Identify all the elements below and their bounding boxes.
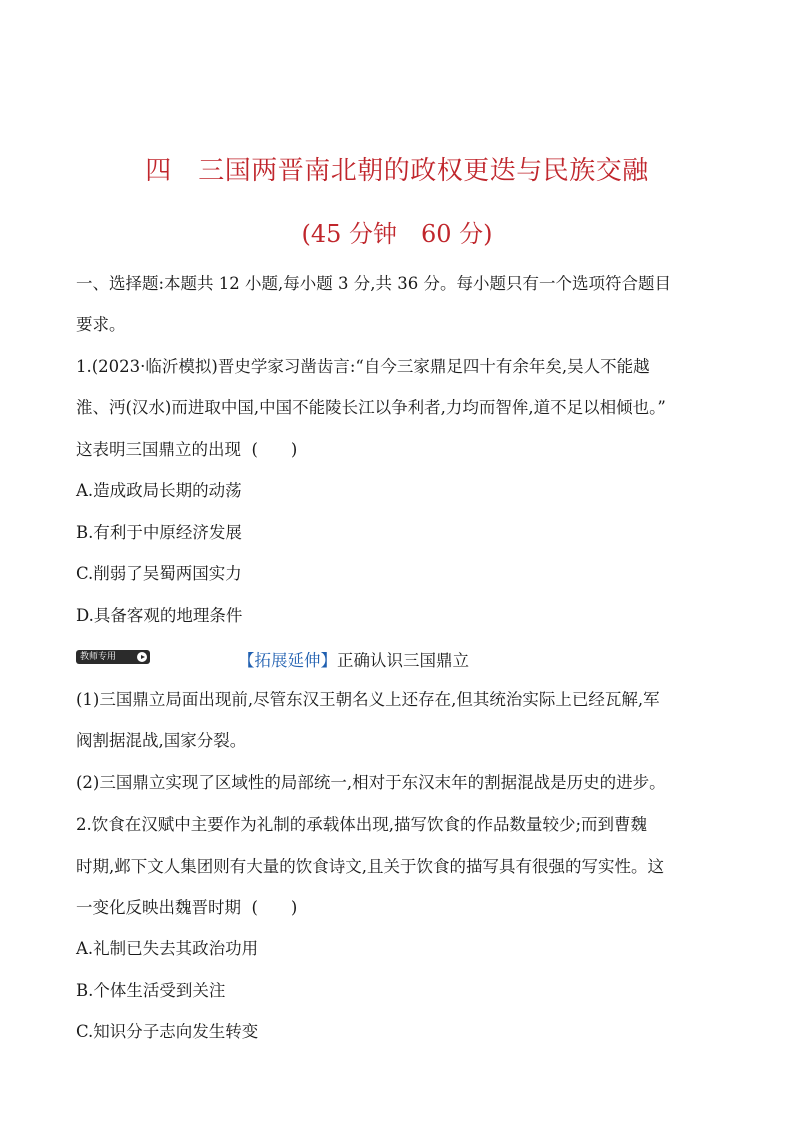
play-icon: [137, 652, 147, 662]
question-2-option-c: C.知识分子志向发生转变: [76, 1022, 259, 1041]
page-subtitle: (45 分钟 60 分): [301, 220, 493, 248]
section-instruction-line-1: 一、选择题:本题共 12 小题,每小题 3 分,共 36 分。每小题只有一个选项符合题目: [76, 274, 672, 293]
extension-point-2: (2)三国鼎立实现了区域性的局部统一,相对于东汉末年的割据混战是历史的进步。: [76, 773, 666, 792]
question-1-option-d: D.具备客观的地理条件: [76, 606, 243, 625]
extension-heading: [238, 647, 469, 671]
question-1-option-c: C.削弱了吴蜀两国实力: [76, 564, 242, 583]
teacher-only-label: 教师专用: [80, 652, 117, 662]
teacher-only-badge: [76, 650, 150, 664]
question-2-option-b: B.个体生活受到关注: [76, 981, 226, 1000]
question-1-stem-line-1: 1.(2023·临沂模拟)晋史学家习凿齿言:“自今三家鼎足四十有余年矣,吴人不能越: [76, 357, 650, 376]
extension-heading-text: 正确认识三国鼎立: [337, 651, 469, 670]
question-2-option-a: A.礼制已失去其政治功用: [76, 939, 259, 958]
extension-point-1-line-2: 阀割据混战,国家分裂。: [76, 731, 247, 750]
extension-point-1-line-1: (1)三国鼎立局面出现前,尽管东汉王朝名义上还存在,但其统治实际上已经瓦解,军: [76, 690, 660, 709]
page-title: 四 三国两晋南北朝的政权更迭与民族交融: [145, 156, 649, 186]
question-2-stem-line-1: 2.饮食在汉赋中主要作为礼制的承载体出现,描写饮食的作品数量较少;而到曹魏: [76, 815, 648, 834]
question-2-stem-line-3: 一变化反映出魏晋时期 ( ): [76, 898, 298, 917]
question-2-stem-line-2: 时期,邺下文人集团则有大量的饮食诗文,且关于饮食的描写具有很强的写实性。这: [76, 857, 664, 876]
extension-label: 【拓展延伸】: [238, 651, 337, 670]
question-1-option-a: A.造成政局长期的动荡: [76, 481, 242, 500]
question-1-stem-line-3: 这表明三国鼎立的出现 ( ): [76, 440, 298, 459]
question-1-option-b: B.有利于中原经济发展: [76, 523, 242, 542]
section-instruction-line-2: 要求。: [76, 315, 126, 334]
question-1-stem-line-2: 淮、沔(汉水)而进取中国,中国不能陵长江以争利者,力均而智侔,道不足以相倾也。”: [76, 398, 666, 417]
